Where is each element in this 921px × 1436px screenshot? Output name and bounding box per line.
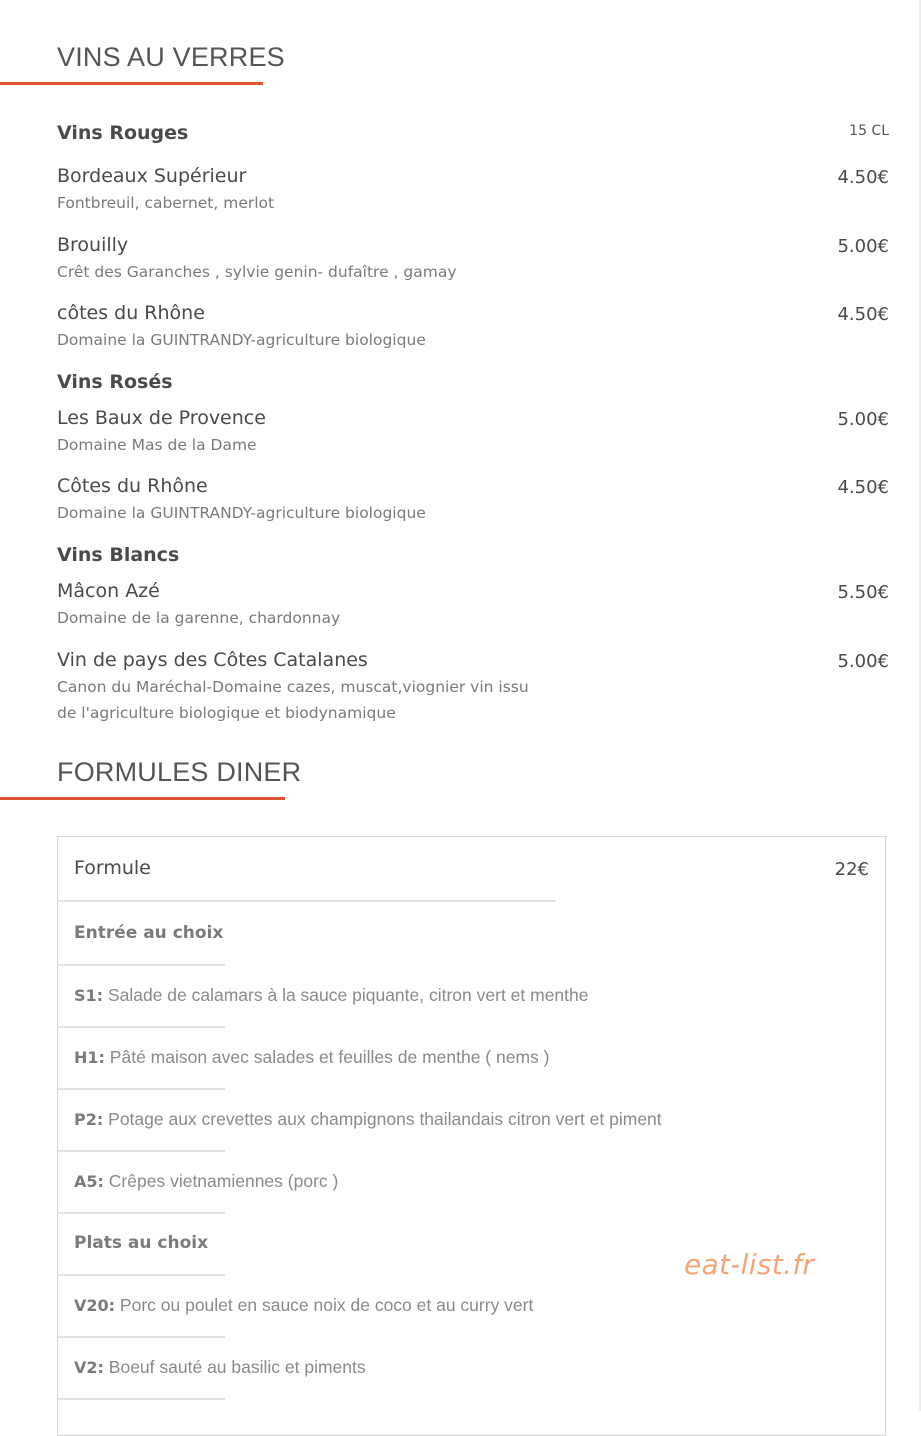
dish-code: P2: (74, 1110, 104, 1129)
row-divider (58, 1274, 225, 1276)
wine-description: Canon du Maréchal-Domaine cazes, muscat,viognier vin issu de l'agriculture biologique et biodynamique (57, 678, 529, 722)
dish-text: Salade de calamars à la sauce piquante, citron vert et menthe (107, 985, 589, 1005)
wine-name: Mâcon Azé (57, 580, 160, 602)
wine-description: Domaine de la garenne, chardonnay (57, 609, 341, 627)
category-vins-rouges: Vins Rouges (57, 122, 189, 144)
wine-name: Bordeaux Supérieur (57, 165, 247, 187)
wine-description: Domaine la GUINTRANDY-agriculture biologique (57, 331, 426, 349)
wine-name: côtes du Rhône (57, 302, 205, 324)
wine-price: 4.50€ (837, 477, 889, 498)
dish-text: Boeuf sauté au basilic et piments (108, 1357, 366, 1377)
section-underline (0, 797, 285, 800)
wine-price: 5.00€ (837, 651, 889, 672)
dish-code: V20: (74, 1296, 116, 1315)
wine-name: Brouilly (57, 234, 129, 256)
dish-text: Crêpes vietnamiennes (porc ) (108, 1171, 339, 1191)
formule-name: Formule (74, 857, 151, 879)
category-vins-roses: Vins Rosés (57, 371, 173, 393)
row-divider (58, 1336, 225, 1338)
dish-code: S1: (74, 986, 104, 1005)
dish-item (74, 1357, 366, 1378)
dish-item (74, 1109, 662, 1130)
section-title-vins-au-verres: VINS AU VERRES (57, 42, 285, 72)
wine-price: 5.00€ (837, 409, 889, 430)
dish-text: Potage aux crevettes aux champignons thailandais citron vert et piment (108, 1109, 662, 1129)
watermark-logo: eat-list.fr (684, 1248, 815, 1281)
row-divider (58, 1150, 225, 1152)
formule-category-plats: Plats au choix (74, 1233, 209, 1253)
row-divider (58, 964, 225, 966)
formule-card (57, 836, 886, 1436)
wine-price: 5.50€ (837, 582, 889, 603)
dish-text: Pâté maison avec salades et feuilles de menthe ( nems ) (109, 1047, 550, 1067)
wine-description: Fontbreuil, cabernet, merlot (57, 194, 275, 212)
wine-price: 4.50€ (837, 167, 889, 188)
category-vins-blancs: Vins Blancs (57, 544, 180, 566)
row-divider (58, 1398, 225, 1400)
dish-code: A5: (74, 1172, 104, 1191)
formule-price: 22€ (834, 859, 869, 880)
dish-item (74, 985, 589, 1006)
wine-name: Les Baux de Provence (57, 407, 266, 429)
formule-category-entrees: Entrée au choix (74, 923, 224, 943)
wine-name: Côtes du Rhône (57, 475, 208, 497)
section-title-formules-diner: FORMULES DINER (57, 757, 302, 787)
dish-code: V2: (74, 1358, 104, 1377)
row-divider (58, 1026, 225, 1028)
wine-price: 4.50€ (837, 304, 889, 325)
section-underline (0, 82, 263, 85)
wine-name: Vin de pays des Côtes Catalanes (57, 649, 368, 671)
row-divider (58, 1212, 225, 1214)
row-divider (58, 900, 556, 902)
dish-item (74, 1295, 533, 1316)
dish-text: Porc ou poulet en sauce noix de coco et au curry vert (119, 1295, 534, 1315)
dish-item (74, 1047, 549, 1068)
wine-price: 5.00€ (837, 236, 889, 257)
column-label-volume: 15 CL (849, 123, 889, 139)
row-divider (58, 1088, 225, 1090)
wine-description: Domaine la GUINTRANDY-agriculture biologique (57, 504, 426, 522)
wine-description: Domaine Mas de la Dame (57, 436, 257, 454)
wine-description: Crêt des Garanches , sylvie genin- dufaître , gamay (57, 263, 457, 281)
dish-item (74, 1171, 338, 1192)
dish-code: H1: (74, 1048, 105, 1067)
